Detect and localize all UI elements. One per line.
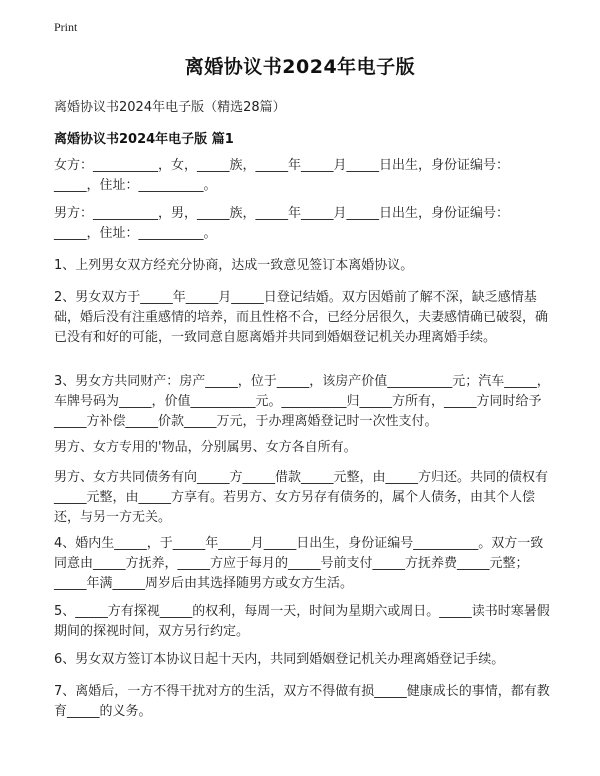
clause-3-paragraph: 3、男女方共同财产：房产_____，位于_____，该房产价值__________元；汽车_____，车牌号码为_____，价值__________元。__________归_____方所有，_____方同时给予_____方补偿_____价款_____万元，于办理离婚登记时一次性支付。 — [54, 374, 550, 429]
clause-5-paragraph: 5、_____方有探视_____的权利，每周一天，时间为星期六或周日。_____读书时寒暑假期间的探视时间，双方另行约定。 — [54, 604, 550, 639]
clause-1-paragraph: 1、上列男女双方经充分协商，达成一致意见签订本离婚协议。 — [54, 258, 414, 273]
clause-2-paragraph: 2、男女双方于_____年_____月_____日登记结婚。双方因婚前了解不深，缺乏感情基础，婚后没有注重感情的培养，而且性格不合，已经分居很久，夫妻感情确已破裂，确已没有和好的可能，一致同意自愿离婚并共同到婚姻登记机关办理离婚手续。 — [54, 290, 549, 345]
document-subtitle: 离婚协议书2024年电子版（精选28篇） — [54, 100, 286, 115]
document-title: 离婚协议书2024年电子版 — [184, 56, 416, 78]
party-male-paragraph: 男方：__________，男，_____族，_____年_____月_____日出生，身份证编号：_____，住址：__________。 — [54, 206, 510, 241]
party-female-paragraph: 女方：__________，女，_____族，_____年_____月_____日出生，身份证编号：_____，住址：__________。 — [54, 158, 510, 193]
personal-items-paragraph: 男方、女方专用的'物品，分别属男、女方各自所有。 — [54, 440, 357, 455]
print-link[interactable]: Print — [54, 20, 78, 34]
clause-6-paragraph: 6、男女双方签订本协议日起十天内，共同到婚姻登记机关办理离婚登记手续。 — [54, 652, 505, 667]
section-heading: 离婚协议书2024年电子版 篇1 — [54, 132, 234, 147]
debts-paragraph: 男方、女方共同债务有向_____方_____借款_____元整，由_____方归还。共同的债权有_____元整，由_____方享有。若男方、女方另存有债务的，属个人债务，由其个人偿还，与另一方无关。 — [54, 470, 549, 525]
clause-4-paragraph: 4、婚内生_____，于_____年_____月_____日出生，身份证编号__________。双方一致同意由_____方抚养，_____方应于每月的_____号前支付_____方抚养费_____元整；_____年满_____周岁后由其选择随男方或女方生活。 — [54, 536, 544, 591]
clause-7-paragraph: 7、离婚后，一方不得干扰对方的生活，双方不得做有损_____健康成长的事情，都有教育_____的义务。 — [54, 684, 550, 719]
